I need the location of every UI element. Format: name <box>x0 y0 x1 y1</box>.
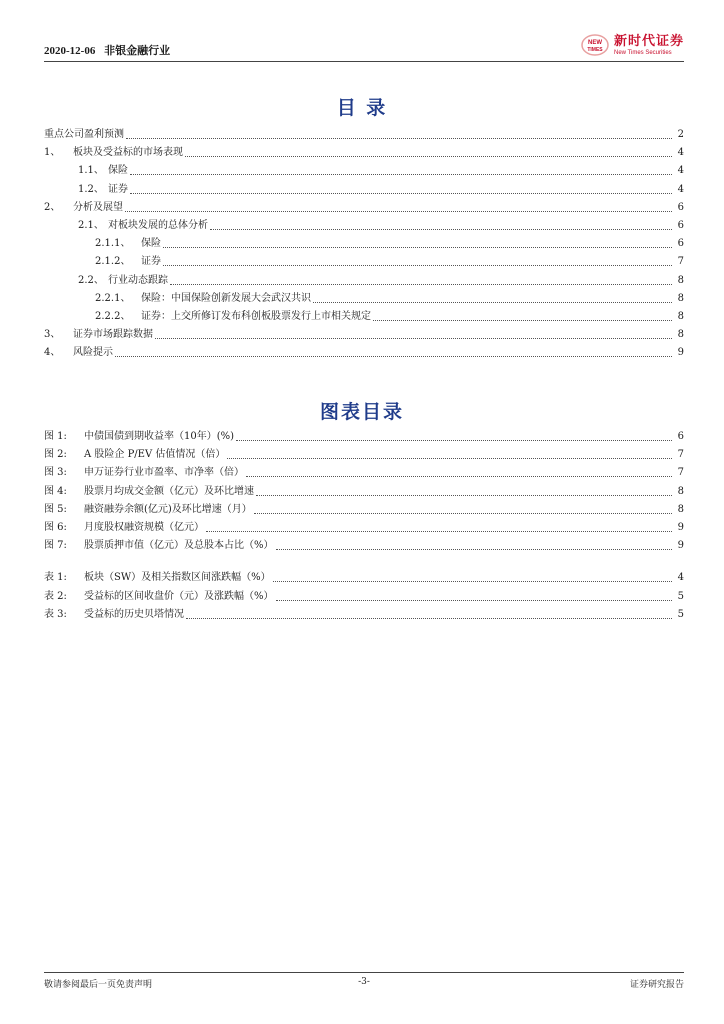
toc-item-number: 2.1.2、 <box>95 256 131 268</box>
toc-item-text: 证券市场跟踪数据 <box>73 329 153 341</box>
report-date: 2020-12-06 <box>44 45 96 57</box>
toc-item-page: 6 <box>677 219 684 231</box>
toc-item[interactable] <box>44 126 684 144</box>
toc-item-page: 8 <box>677 274 684 286</box>
dot-leader <box>227 457 672 459</box>
toc-item-number: 1.2、 <box>78 183 104 195</box>
toc-item-text: 重点公司盈利预测 <box>44 129 124 140</box>
logo-chinese-name: 新时代证券 <box>613 33 684 49</box>
dot-leader <box>163 264 672 266</box>
figure-item[interactable] <box>44 428 684 446</box>
table-item-text: 板块（SW）及相关指数区间涨跌幅（%） <box>84 572 271 584</box>
toc-item-text: 行业动态跟踪 <box>108 274 168 286</box>
dot-leader <box>130 173 672 175</box>
figure-item[interactable] <box>44 519 684 537</box>
table-of-contents <box>44 126 684 362</box>
figure-item-number: 图 7: <box>44 540 67 552</box>
dot-leader <box>273 580 672 582</box>
page-number: -3- <box>358 977 370 987</box>
toc-item-text: 保险：中国保险创新发展大会武汉共识 <box>141 292 311 304</box>
toc-item-page: 6 <box>677 201 684 213</box>
dot-leader <box>206 530 672 532</box>
toc-item-text: 证券 <box>108 183 128 195</box>
toc-item-page: 4 <box>677 183 684 195</box>
toc-item-text: 证券：上交所修订发布科创板股票发行上市相关规定 <box>141 310 371 322</box>
toc-item[interactable] <box>44 253 684 271</box>
toc-item-text: 分析及展望 <box>73 201 123 213</box>
figure-item-number: 图 4: <box>44 485 67 497</box>
brand-logo <box>580 30 684 60</box>
figure-item[interactable] <box>44 537 684 555</box>
toc-item-text: 板块及受益标的市场表现 <box>73 147 183 159</box>
dot-leader <box>125 210 672 212</box>
toc-item-page: 8 <box>677 310 684 322</box>
toc-item-number: 2.2.1、 <box>95 292 131 304</box>
toc-item-page: 6 <box>677 238 684 250</box>
table-item-page: 5 <box>677 590 684 602</box>
table-item-number: 表 1: <box>44 572 67 584</box>
report-type: 证券研究报告 <box>629 980 684 990</box>
figure-item-page: 8 <box>677 485 684 497</box>
toc-item-number: 2.2.2、 <box>95 310 131 322</box>
table-item-number: 表 2: <box>44 590 67 602</box>
table-item-text: 受益标的区间收盘价（元）及涨跌幅（%） <box>84 590 274 602</box>
figure-item-number: 图 1: <box>44 431 67 442</box>
dot-leader <box>236 439 672 441</box>
dot-leader <box>276 599 672 601</box>
toc-item-page: 9 <box>677 347 684 359</box>
logo-mark-icon <box>580 33 610 57</box>
figure-item-text: 申万证券行业市盈率、市净率（倍） <box>84 467 244 479</box>
figure-item-page: 9 <box>677 540 684 552</box>
toc-item-text: 保险 <box>141 238 161 250</box>
toc-item[interactable] <box>44 181 684 199</box>
dot-leader <box>170 283 672 285</box>
report-category: 非银金融行业 <box>104 45 171 57</box>
toc-item-page: 2 <box>677 129 684 140</box>
dot-leader <box>254 512 672 514</box>
table-item-text: 受益标的历史贝塔情况 <box>84 608 184 620</box>
dot-leader <box>313 301 672 303</box>
toc-title: 目 录 <box>336 97 388 119</box>
table-item[interactable] <box>44 569 684 587</box>
dot-leader <box>130 192 672 194</box>
toc-item-page: 4 <box>677 165 684 177</box>
footer-divider <box>44 972 684 973</box>
toc-item-page: 4 <box>677 147 684 159</box>
toc-item-text: 风险提示 <box>73 347 113 359</box>
dot-leader <box>185 155 672 157</box>
figure-item-number: 图 5: <box>44 503 67 515</box>
table-item[interactable] <box>44 606 684 624</box>
figure-item-page: 8 <box>677 503 684 515</box>
toc-item[interactable] <box>44 344 684 362</box>
figure-item-text: 股票月均成交金额（亿元）及环比增速 <box>84 485 254 497</box>
toc-item-number: 2.1.1、 <box>95 238 131 250</box>
dot-leader <box>163 246 672 248</box>
toc-item-number: 2、 <box>44 201 61 213</box>
toc-item[interactable] <box>44 308 684 326</box>
dot-leader <box>126 137 672 139</box>
toc-item-number: 3、 <box>44 329 61 341</box>
toc-item-text: 证券 <box>141 256 161 268</box>
figure-item[interactable] <box>44 446 684 464</box>
toc-item-number: 1、 <box>44 147 61 159</box>
figure-item[interactable] <box>44 464 684 482</box>
svg-text:NEW: NEW <box>587 40 602 46</box>
toc-item-page: 7 <box>677 256 684 268</box>
figure-item-number: 图 6: <box>44 521 67 533</box>
svg-text:TIMES: TIMES <box>587 47 603 53</box>
dot-leader <box>210 228 672 230</box>
dot-leader <box>373 319 672 321</box>
figure-item-text: 中债国债到期收益率（10年）(%) <box>84 431 235 442</box>
toc-item[interactable] <box>44 272 684 290</box>
toc-item-number: 2.1、 <box>78 219 104 231</box>
toc-item[interactable] <box>44 235 684 253</box>
disclaimer-note[interactable]: 敬请参阅最后一页免责声明 <box>44 980 153 990</box>
figure-item-text: 融资融券余额(亿元)及环比增速（月） <box>84 503 252 515</box>
toc-item[interactable] <box>44 199 684 217</box>
toc-item-text: 保险 <box>108 165 128 177</box>
table-item[interactable] <box>44 588 684 606</box>
figure-item-page: 6 <box>677 431 684 442</box>
figure-item[interactable] <box>44 501 684 519</box>
toc-item[interactable] <box>44 217 684 235</box>
list-spacer <box>44 555 684 569</box>
figure-item-page: 7 <box>677 467 684 479</box>
table-item-page: 5 <box>677 608 684 620</box>
toc-item-number: 1.1、 <box>78 165 104 177</box>
figures-list <box>44 428 684 624</box>
figure-item-text: A 股险企 P/EV 估值情况（倍） <box>84 449 226 461</box>
dot-leader <box>256 494 672 496</box>
figure-item-number: 图 3: <box>44 467 67 479</box>
table-item-number: 表 3: <box>44 608 67 620</box>
header-divider <box>44 61 684 62</box>
page-header <box>44 30 684 60</box>
toc-item[interactable] <box>44 326 684 344</box>
toc-item[interactable] <box>44 162 684 180</box>
figure-item-page: 9 <box>677 521 684 533</box>
figure-item-text: 股票质押市值（亿元）及总股本占比（%） <box>84 540 274 552</box>
logo-english-name: New Times Securities <box>613 49 672 56</box>
toc-item-text: 对板块发展的总体分析 <box>108 219 208 231</box>
toc-item-number: 4、 <box>44 347 61 359</box>
dot-leader <box>155 337 672 339</box>
figure-item-number: 图 2: <box>44 449 67 461</box>
figures-title: 图表目录 <box>319 401 404 423</box>
toc-item[interactable] <box>44 144 684 162</box>
dot-leader <box>115 355 672 357</box>
table-item-page: 4 <box>677 572 684 584</box>
toc-item-page: 8 <box>677 329 684 341</box>
dot-leader <box>186 617 672 619</box>
figure-item-page: 7 <box>677 449 684 461</box>
header-info <box>44 42 170 58</box>
toc-item-page: 8 <box>677 292 684 304</box>
dot-leader <box>246 475 672 477</box>
figure-item-text: 月度股权融资规模（亿元） <box>84 521 204 533</box>
dot-leader <box>276 548 672 550</box>
figure-item[interactable] <box>44 483 684 501</box>
toc-item[interactable] <box>44 290 684 308</box>
toc-item-number: 2.2、 <box>78 274 104 286</box>
